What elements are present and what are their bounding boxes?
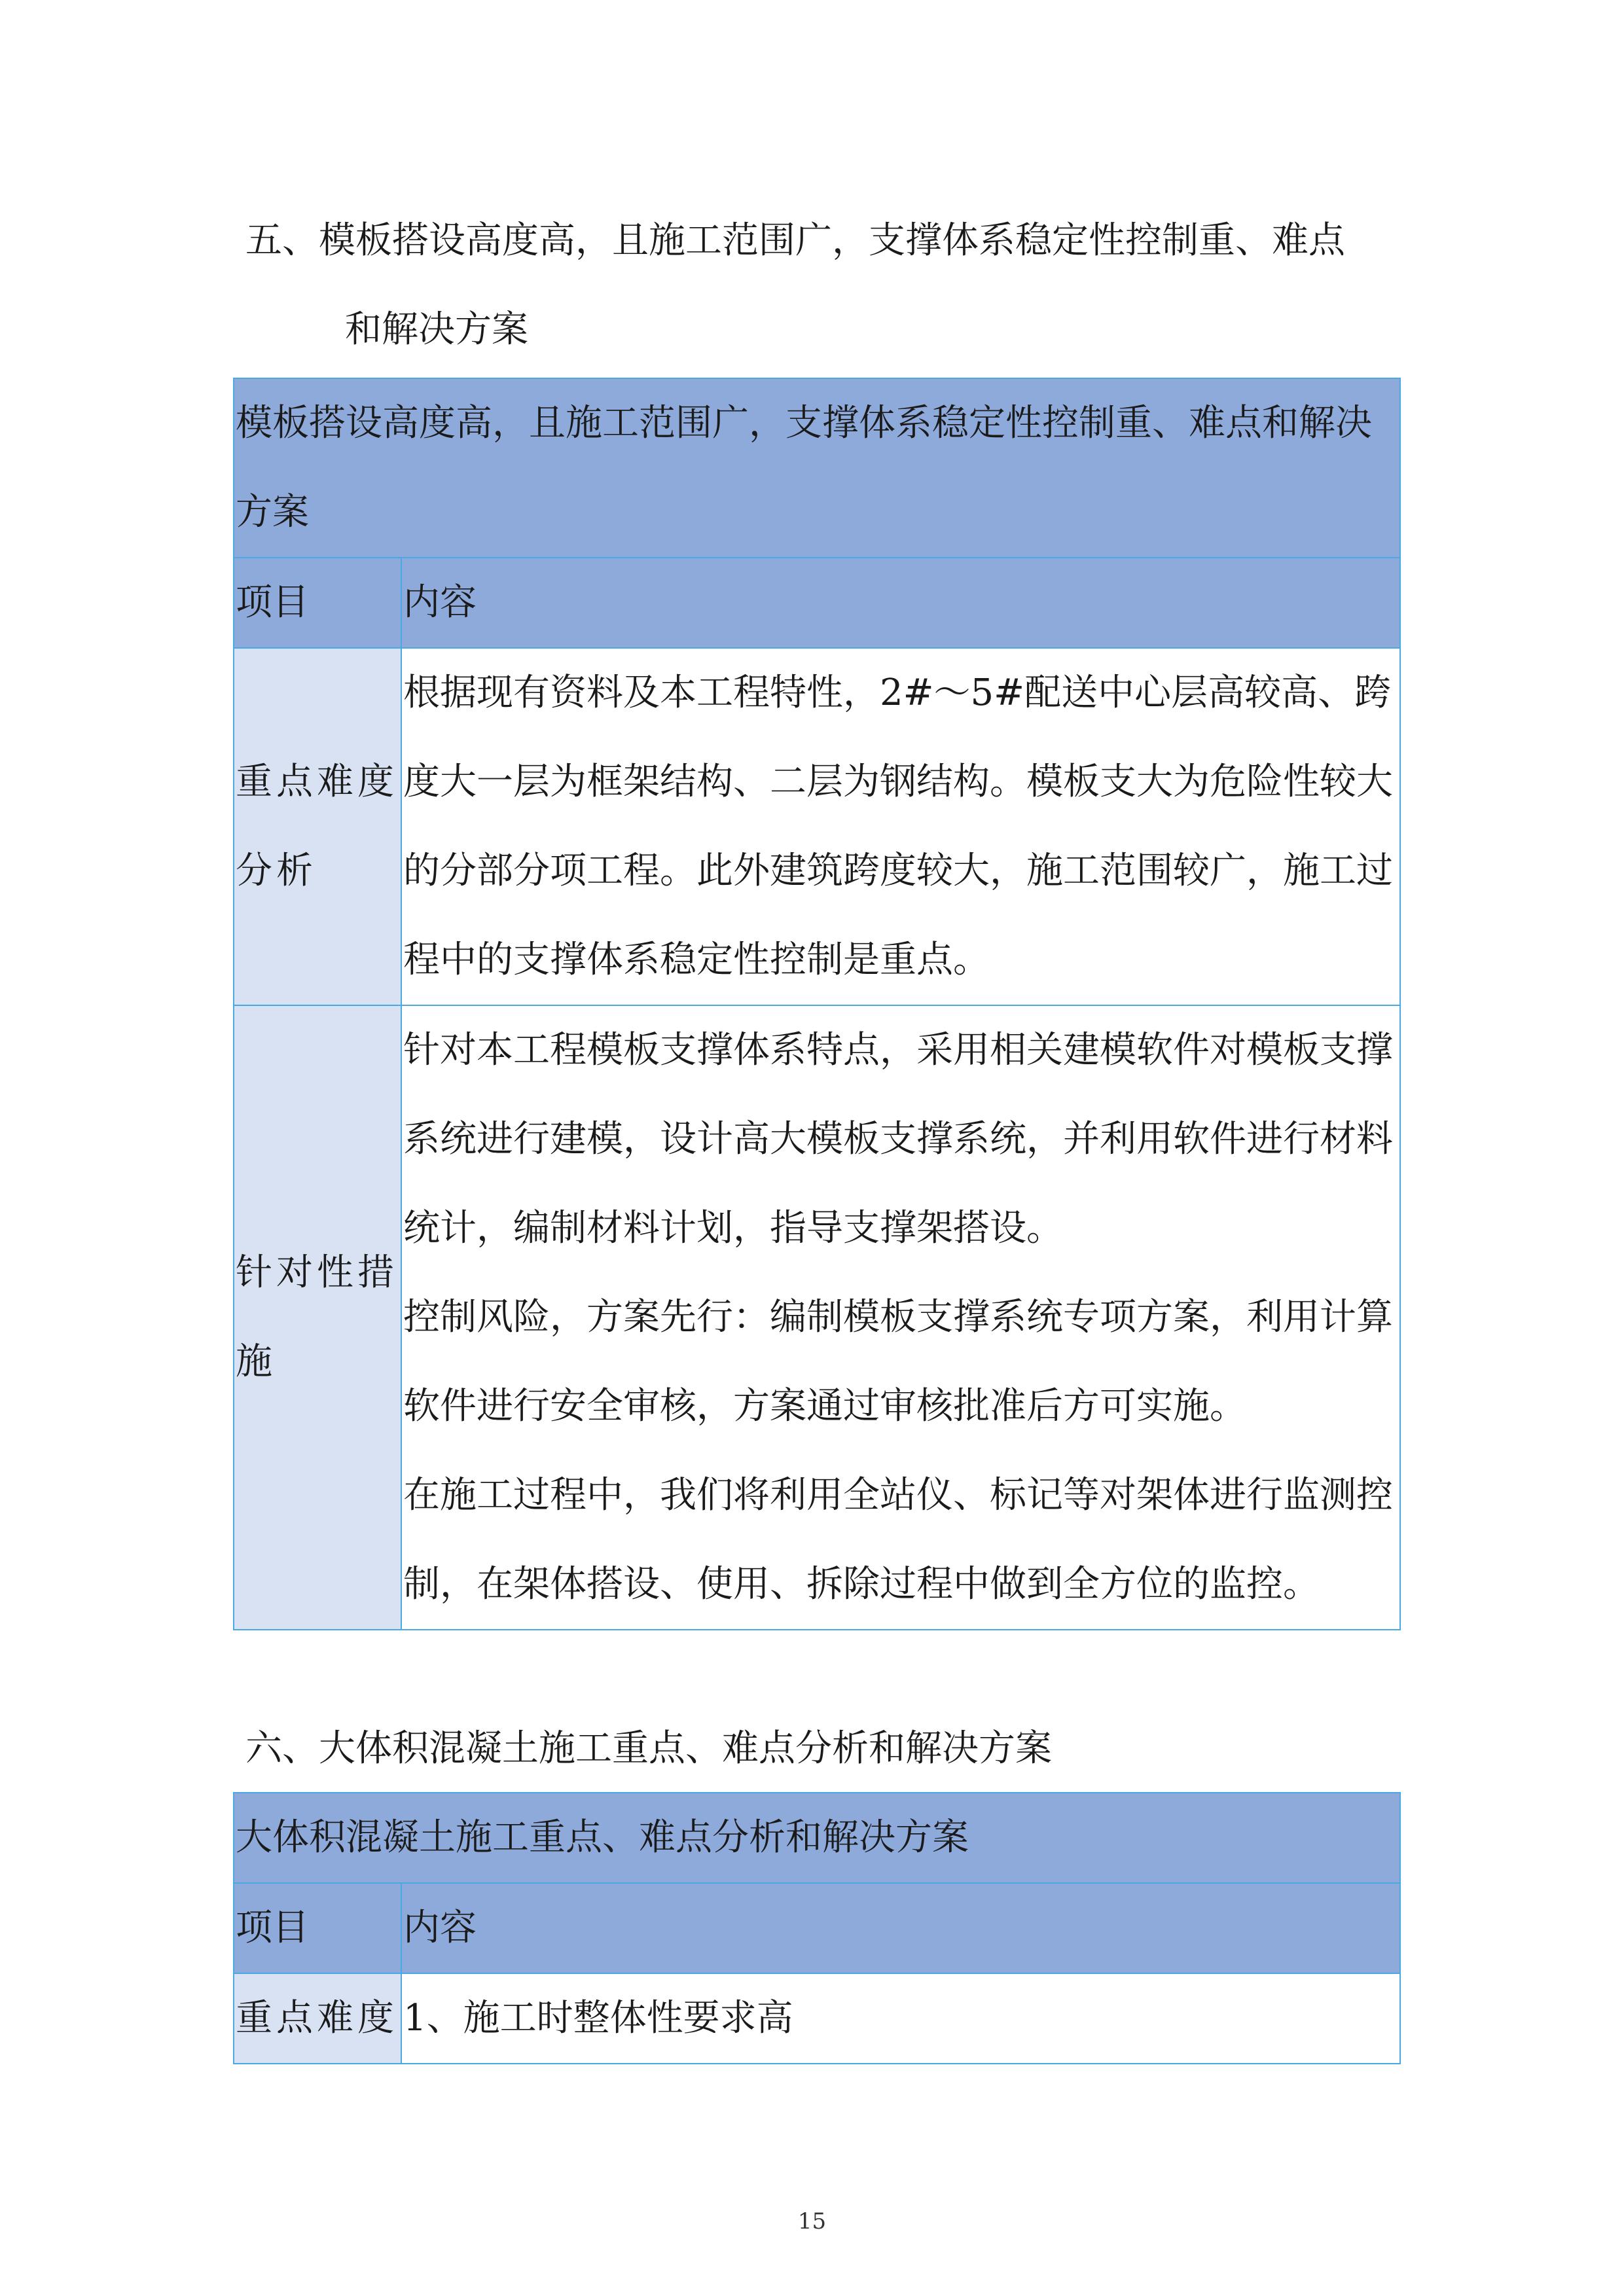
column-header-content: 内容 [401,1883,1400,1973]
column-header-content: 内容 [401,558,1400,648]
table-header-row [234,558,1400,648]
row-content-difficulty-analysis: 根据现有资料及本工程特性，2#～5#配送中心层高较高、跨度大一层为框架结构、二层为钢结构。模板支大为危险性较大的分部分项工程。此外建筑跨度较大，施工范围较广，施工过程中的支撑体系稳定性控制是重点。 [401,648,1400,1005]
table-row [234,1005,1400,1630]
table-row [234,648,1400,1005]
section-6-heading: 六、大体积混凝土施工重点、难点分析和解决方案 [245,1727,1052,1770]
section-5-heading-line2: 和解决方案 [345,308,528,351]
section-5-heading-line1: 五、模板搭设高度高，且施工范围广，支撑体系稳定性控制重、难点 [245,219,1345,262]
table-title: 模板搭设高度高，且施工范围广，支撑体系稳定性控制重、难点和解决方案 [234,378,1400,558]
section-5-table [233,378,1401,1630]
page-number: 15 [797,2208,827,2234]
table-title: 大体积混凝土施工重点、难点分析和解决方案 [234,1793,1400,1883]
table-row [234,1973,1400,2064]
table-header-row [234,1883,1400,1973]
section-5-heading [245,196,1411,374]
column-header-item: 项目 [234,558,401,648]
row-content-measures [401,1005,1400,1630]
row-content-difficulty: 1、施工时整体性要求高 [401,1973,1400,2064]
row-label-difficulty: 重点难度 [234,1973,401,2064]
row-label-difficulty-analysis: 重点难度分析 [234,648,401,1005]
measure-paragraph: 在施工过程中，我们将利用全站仪、标记等对架体进行监测控制，在架体搭设、使用、拆除过程中做到全方位的监控。 [403,1474,1393,1605]
section-6-table [233,1792,1401,2064]
table-title-row [234,378,1400,558]
table-title-row [234,1793,1400,1883]
measure-paragraph: 针对本工程模板支撑体系特点，采用相关建模软件对模板支撑系统进行建模，设计高大模板支撑系统，并利用软件进行材料统计，编制材料计划，指导支撑架搭设。 [403,1029,1393,1249]
row-label-measures: 针对性措施 [234,1005,401,1630]
measure-paragraph: 控制风险，方案先行：编制模板支撑系统专项方案，利用计算软件进行安全审核，方案通过审核批准后方可实施。 [403,1296,1393,1427]
column-header-item: 项目 [234,1883,401,1973]
